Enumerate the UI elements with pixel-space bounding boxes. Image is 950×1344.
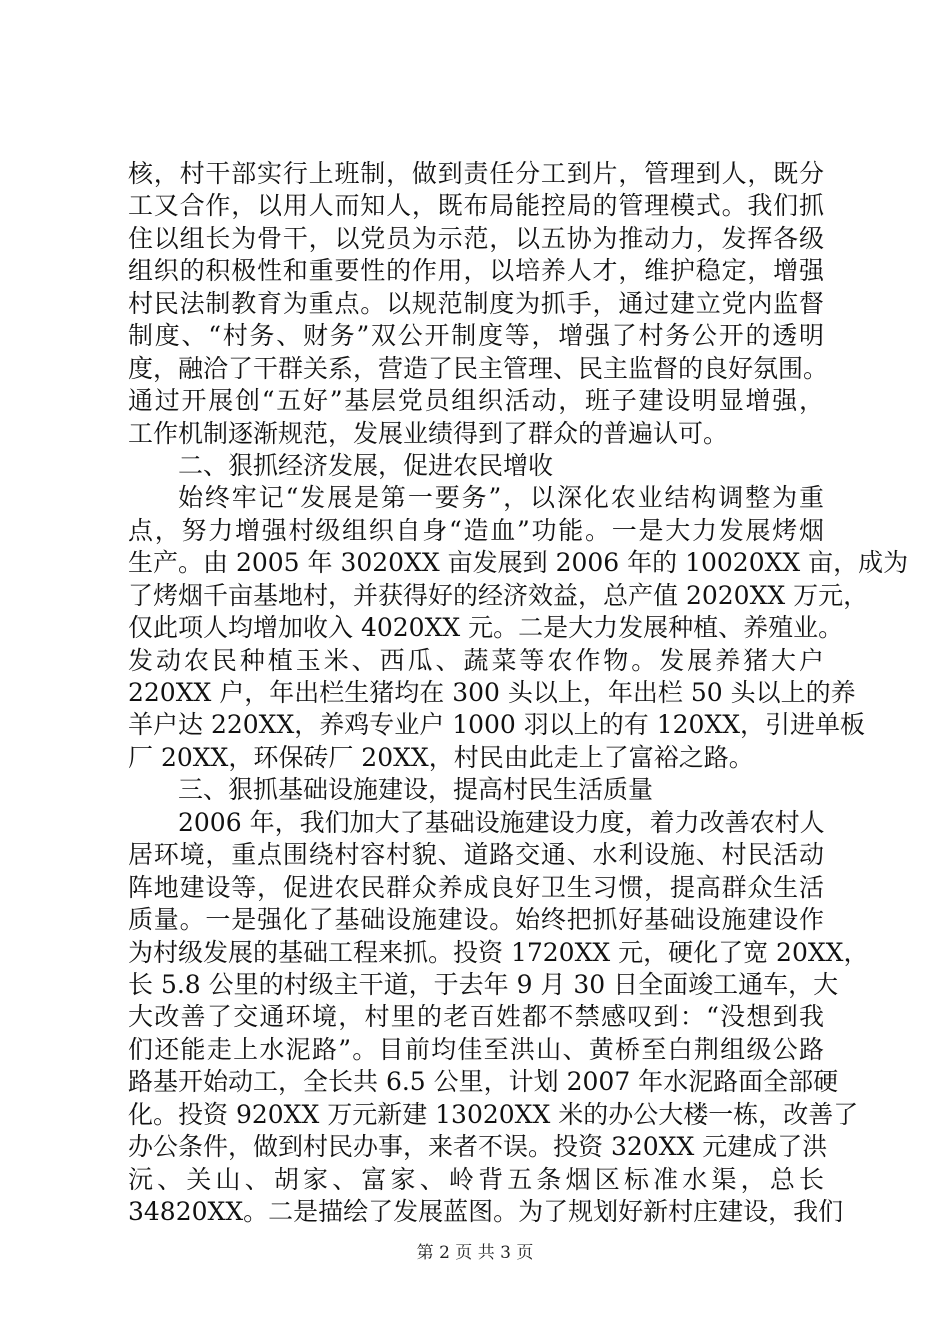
text-line: 村民法制教育为重点。以规范制度为抓手，通过建立党内监督 — [128, 288, 824, 318]
page-footer: 第 2 页 共 3 页 — [416, 1243, 534, 1263]
section-heading: 二、狠抓经济发展，促进农民增收 — [178, 450, 554, 480]
text-line: 工作机制逐渐规范，发展业绩得到了群众的普遍认可。 — [128, 418, 729, 448]
text-line: 核，村干部实行上班制，做到责任分工到片，管理到人，既分 — [128, 159, 824, 188]
text-line: 工又合作，以用人而知人，既布局能控局的管理模式。我们抓 — [128, 191, 824, 221]
text-line: 阵地建设等，促进农民群众养成良好卫生习惯，提高群众生活 — [128, 872, 824, 902]
section-heading: 三、狠抓基础设施建设，提高村民生活质量 — [178, 775, 654, 805]
text-line: 生产。由 2005 年 3020XX 亩发展到 2006 年的 10020XX 亩，成为 — [128, 548, 909, 578]
document-body — [128, 158, 909, 1228]
text-line: 仅此项人均增加收入 4020XX 元。二是大力发展种植、养殖业。 — [128, 613, 844, 643]
text-line: 了烤烟千亩基地村，并获得好的经济效益，总产值 2020XX 万元， — [128, 580, 869, 610]
text-line: 们还能走上水泥路”。目前均佳至洪山、黄桥至白荆组级公路 — [128, 1034, 824, 1064]
text-line: 2006 年，我们加大了基础设施建设力度，着力改善农村人 — [178, 807, 825, 837]
text-line: 办公条件，做到村民办事，来者不误。投资 320XX 元建成了洪 — [128, 1132, 828, 1162]
text-line: 组织的积极性和重要性的作用，以培养人才，维护稳定，增强 — [128, 256, 824, 286]
text-line: 厂 20XX，环保砖厂 20XX，村民由此走上了富裕之路。 — [128, 742, 754, 772]
text-line: 居环境，重点围绕村容村貌、道路交通、水利设施、村民活动 — [128, 840, 824, 870]
text-line: 制度、“村务、财务”双公开制度等，增强了村务公开的透明 — [128, 321, 824, 351]
text-line: 通过开展创“五好”基层党员组织活动，班子建设明显增强， — [128, 386, 824, 416]
text-line: 发动农民种植玉米、西瓜、蔬菜等农作物。发展养猪大户 — [128, 645, 824, 675]
text-line: 大改善了交通环境，村里的老百姓都不禁感叹到：“没想到我 — [128, 1002, 824, 1032]
text-line: 羊户达 220XX，养鸡专业户 1000 羽以上的有 120XX，引进单板 — [128, 710, 866, 740]
text-line: 34820XX。二是描绘了发展蓝图。为了规划好新村庄建设，我们 — [128, 1197, 844, 1226]
text-line: 长 5.8 公里的村级主干道，于去年 9 月 30 日全面竣工通车，大 — [128, 969, 839, 999]
text-line: 住以组长为骨干，以党员为示范，以五协为推动力，发挥各级 — [128, 223, 824, 253]
text-line: 沅、关山、胡家、富家、岭背五条烟区标准水渠，总长 — [128, 1164, 824, 1194]
text-line: 220XX 户，年出栏生猪均在 300 头以上，年出栏 50 头以上的养 — [128, 678, 856, 707]
text-line: 路基开始动工，全长共 6.5 公里，计划 2007 年水泥路面全部硬 — [128, 1067, 839, 1097]
text-line: 为村级发展的基础工程来抓。投资 1720XX 元，硬化了宽 20XX， — [128, 937, 869, 967]
text-line: 质量。一是强化了基础设施建设。始终把抓好基础设施建设作 — [128, 905, 824, 935]
text-line: 始终牢记“发展是第一要务”，以深化农业结构调整为重 — [178, 483, 824, 513]
text-line: 点，努力增强村级组织自身“造血”功能。一是大力发展烤烟 — [128, 515, 824, 545]
text-line: 化。投资 920XX 万元新建 13020XX 米的办公大楼一栋，改善了 — [128, 1099, 859, 1129]
text-line: 度，融洽了干群关系，营造了民主管理、民主监督的良好氛围。 — [128, 353, 829, 383]
